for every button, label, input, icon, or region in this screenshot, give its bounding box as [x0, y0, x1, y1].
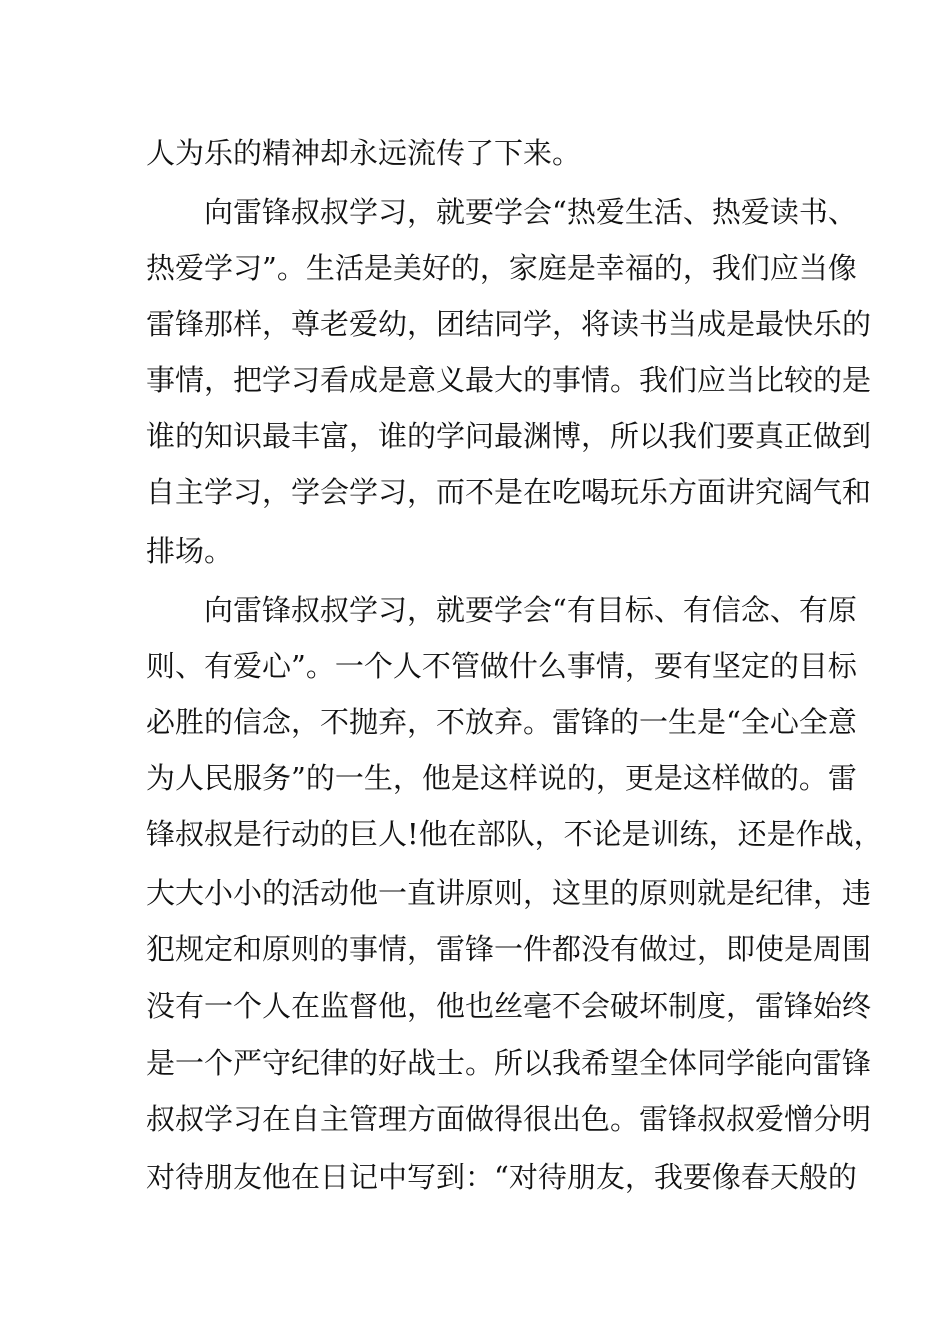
text-line: 雷锋那样，尊老爱幼，团结同学，将读书当成是最快乐的	[146, 307, 872, 341]
text-line: 事情，把学习看成是意义最大的事情。我们应当比较的是	[146, 363, 872, 397]
text-line: 排场。	[146, 534, 234, 568]
text-line: 必胜的信念，不抛弃，不放弃。雷锋的一生是“全心全意	[146, 705, 857, 739]
text-line: 没有一个人在监督他，他也丝毫不会破坏制度，雷锋始终	[146, 989, 872, 1023]
text-line: 对待朋友他在日记中写到：“对待朋友，我要像春天般的	[146, 1160, 857, 1194]
paragraph-first-line: 向雷锋叔叔学习，就要学会“热爱生活、热爱读书、	[204, 195, 857, 229]
text-line: 为人民服务”的一生，他是这样说的，更是这样做的。雷	[146, 761, 857, 795]
text-line: 锋叔叔是行动的巨人!他在部队，不论是训练，还是作战，	[146, 817, 883, 851]
text-line: 热爱学习”。生活是美好的，家庭是幸福的，我们应当像	[146, 251, 857, 285]
text-line: 大大小小的活动他一直讲原则，这里的原则就是纪律，违	[146, 876, 872, 910]
text-line: 自主学习，学会学习，而不是在吃喝玩乐方面讲究阔气和	[146, 475, 872, 509]
text-line: 人为乐的精神却永远流传了下来。	[146, 136, 582, 170]
text-line: 叔叔学习在自主管理方面做得很出色。雷锋叔叔爱憎分明	[146, 1102, 872, 1136]
paragraph-first-line: 向雷锋叔叔学习，就要学会“有目标、有信念、有原	[204, 593, 857, 627]
text-line: 谁的知识最丰富，谁的学问最渊博，所以我们要真正做到	[146, 419, 872, 453]
text-line: 是一个严守纪律的好战士。所以我希望全体同学能向雷锋	[146, 1046, 872, 1080]
text-line: 则、有爱心”。一个人不管做什么事情，要有坚定的目标	[146, 649, 857, 683]
text-line: 犯规定和原则的事情，雷锋一件都没有做过，即使是周围	[146, 932, 872, 966]
